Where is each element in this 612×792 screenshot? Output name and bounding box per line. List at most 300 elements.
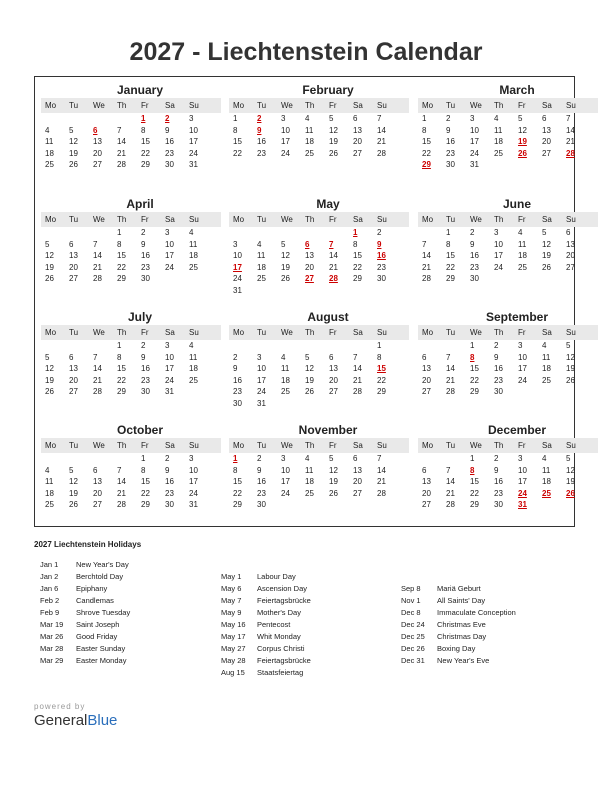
day-cell: 13 — [305, 251, 314, 260]
day-cell: 4 — [494, 114, 499, 123]
holiday-row — [40, 655, 130, 667]
empty-cell — [301, 340, 325, 352]
day-cell: 16 — [165, 137, 174, 146]
powered-by-text: powered by — [34, 702, 86, 711]
day-cell: 30 — [494, 500, 503, 509]
day-cell: 28 — [377, 488, 386, 498]
day-cell: 9 — [470, 239, 475, 249]
day-cell: 30 — [233, 398, 242, 408]
day-cell: 25 — [494, 148, 503, 158]
day-cell: 30 — [494, 387, 503, 396]
day-cell: 28 — [377, 148, 386, 158]
weekday-label: We — [470, 101, 482, 110]
day-cell: 27 — [353, 488, 362, 498]
day-cell: 5 — [329, 454, 334, 463]
month-name: September — [485, 310, 549, 324]
day-cell: 28 — [422, 274, 431, 283]
weekday-label: We — [93, 215, 105, 224]
day-cell: 27 — [329, 387, 338, 396]
day-cell: 15 — [117, 251, 126, 260]
day-cell: 13 — [69, 364, 78, 373]
day-cell: 18 — [45, 488, 54, 498]
day-cell: 15 — [233, 137, 242, 146]
calendar-frame — [34, 76, 575, 527]
day-cell: 3 — [165, 228, 170, 237]
day-cell: 8 — [141, 125, 146, 135]
holiday-name: Boxing Day — [437, 644, 476, 653]
day-cell: 22 — [117, 262, 126, 272]
day-cell: 4 — [305, 114, 310, 123]
holiday-row — [221, 643, 311, 655]
day-cell: 8 — [233, 465, 238, 475]
day-cell: 23 — [494, 488, 503, 498]
day-cell: 27 — [353, 148, 362, 158]
holiday-name: Pentecost — [257, 620, 291, 629]
day-cell: 29 — [141, 500, 150, 509]
day-cell: 25 — [257, 274, 266, 283]
empty-cell — [41, 453, 65, 465]
empty-cell — [89, 113, 113, 125]
day-cell: 5 — [566, 341, 571, 350]
day-cell: 29 — [141, 160, 150, 169]
day-cell: 6 — [329, 352, 334, 362]
day-cell: 14 — [422, 251, 431, 260]
holiday-row — [221, 583, 311, 595]
day-cell: 1 — [141, 114, 146, 123]
day-cell: 14 — [566, 125, 575, 135]
day-cell: 12 — [542, 239, 551, 249]
day-cell: 20 — [353, 137, 362, 146]
month-august — [229, 310, 409, 409]
month-november — [229, 423, 409, 511]
day-cell: 13 — [422, 364, 431, 373]
holiday-name: New Year's Eve — [437, 656, 490, 665]
holiday-date: Mar 29 — [40, 656, 64, 665]
month-april — [41, 197, 221, 285]
day-cell: 29 — [470, 500, 479, 509]
day-cell: 25 — [45, 160, 54, 169]
day-cell: 12 — [281, 251, 290, 260]
day-cell: 13 — [542, 125, 551, 135]
day-cell: 18 — [189, 364, 198, 373]
month-name: January — [116, 83, 164, 97]
day-cell: 28 — [566, 148, 575, 158]
day-cell: 1 — [353, 228, 358, 237]
day-cell: 20 — [422, 488, 431, 498]
day-cell: 18 — [281, 375, 290, 385]
day-cell: 18 — [45, 148, 54, 158]
day-cell: 2 — [470, 228, 475, 237]
weekday-label: Th — [494, 101, 504, 110]
day-cell: 9 — [233, 364, 238, 373]
empty-cell — [277, 340, 301, 352]
day-cell: 19 — [69, 488, 78, 498]
day-cell: 1 — [470, 454, 475, 463]
day-cell: 5 — [45, 239, 50, 249]
day-cell: 27 — [566, 262, 575, 272]
holiday-date: Mar 26 — [40, 632, 64, 641]
weekday-label: We — [281, 215, 293, 224]
day-cell: 26 — [518, 148, 527, 158]
day-cell: 19 — [566, 364, 575, 373]
day-cell: 10 — [165, 352, 174, 362]
day-cell: 21 — [117, 148, 126, 158]
day-cell: 11 — [542, 465, 551, 475]
day-cell: 27 — [542, 148, 551, 158]
day-cell: 6 — [566, 228, 571, 237]
day-cell: 9 — [165, 465, 170, 475]
day-cell: 16 — [494, 477, 503, 486]
day-cell: 23 — [141, 375, 150, 385]
day-cell: 7 — [377, 454, 382, 463]
weekday-label: We — [470, 441, 482, 450]
day-cell: 6 — [353, 454, 358, 463]
day-cell: 3 — [518, 341, 523, 350]
day-cell: 15 — [446, 251, 455, 260]
weekday-label: Th — [117, 328, 127, 337]
day-cell: 13 — [566, 239, 575, 249]
weekday-label: Mo — [45, 328, 57, 337]
weekday-label: Su — [566, 328, 576, 337]
day-cell: 18 — [542, 477, 551, 486]
weekday-label: Mo — [45, 101, 57, 110]
day-cell: 24 — [518, 488, 527, 498]
day-cell: 24 — [165, 375, 174, 385]
day-cell: 15 — [377, 364, 386, 373]
page-title: 2027 - Liechtenstein Calendar — [129, 38, 483, 66]
day-cell: 10 — [189, 125, 198, 135]
empty-cell — [41, 113, 65, 125]
day-cell: 1 — [377, 341, 382, 350]
day-cell: 4 — [281, 352, 286, 362]
day-cell: 21 — [422, 262, 431, 272]
empty-cell — [41, 340, 65, 352]
empty-cell — [418, 227, 442, 239]
day-cell: 11 — [305, 465, 314, 475]
weekday-label: Fr — [329, 215, 337, 224]
day-grid — [229, 453, 409, 511]
empty-cell — [277, 227, 301, 239]
weekday-label: Mo — [45, 441, 57, 450]
day-cell: 2 — [141, 228, 146, 237]
day-cell: 5 — [69, 125, 74, 135]
day-cell: 14 — [329, 251, 338, 260]
weekday-label: Sa — [165, 328, 175, 337]
weekday-label: Su — [377, 328, 387, 337]
day-cell: 10 — [518, 465, 527, 475]
day-cell: 11 — [189, 352, 198, 362]
weekday-header — [418, 212, 598, 227]
weekday-header — [41, 438, 221, 453]
weekday-label: Mo — [233, 441, 245, 450]
day-cell: 7 — [446, 352, 451, 362]
day-cell: 12 — [69, 137, 78, 146]
weekday-label: Th — [305, 101, 315, 110]
weekday-label: Sa — [165, 215, 175, 224]
weekday-label: Tu — [69, 215, 79, 224]
day-cell: 11 — [542, 352, 551, 362]
holiday-name: Saint Joseph — [76, 620, 120, 629]
day-cell: 6 — [305, 239, 310, 249]
day-cell: 1 — [117, 228, 122, 237]
day-cell: 14 — [117, 477, 126, 486]
day-cell: 3 — [494, 228, 499, 237]
day-cell: 13 — [353, 465, 362, 475]
day-cell: 23 — [165, 148, 174, 158]
day-cell: 30 — [165, 500, 174, 509]
day-grid — [41, 340, 221, 398]
day-cell: 17 — [518, 364, 527, 373]
day-cell: 8 — [377, 352, 382, 362]
day-cell: 14 — [446, 364, 455, 373]
day-cell: 2 — [165, 454, 170, 463]
weekday-label: Th — [305, 441, 315, 450]
day-cell: 6 — [542, 114, 547, 123]
day-cell: 5 — [45, 352, 50, 362]
day-cell: 9 — [446, 125, 451, 135]
day-cell: 25 — [305, 488, 314, 498]
day-cell: 9 — [494, 352, 499, 362]
weekday-label: Tu — [69, 441, 79, 450]
weekday-label: Sa — [353, 215, 363, 224]
day-cell: 20 — [93, 488, 102, 498]
empty-cell — [65, 227, 89, 239]
day-cell: 19 — [305, 375, 314, 385]
day-cell: 11 — [305, 125, 314, 135]
day-cell: 7 — [93, 352, 98, 362]
weekday-label: Fr — [141, 328, 149, 337]
weekday-label: Su — [189, 328, 199, 337]
day-cell: 21 — [353, 375, 362, 385]
day-cell: 13 — [422, 477, 431, 486]
weekday-label: We — [470, 328, 482, 337]
weekday-label: Fr — [141, 101, 149, 110]
day-cell: 7 — [329, 239, 334, 249]
weekday-label: Tu — [257, 101, 267, 110]
day-cell: 11 — [494, 125, 503, 135]
day-cell: 25 — [189, 375, 198, 385]
day-cell: 8 — [422, 125, 427, 135]
day-cell: 9 — [141, 352, 146, 362]
day-cell: 17 — [494, 251, 503, 260]
day-cell: 26 — [69, 160, 78, 169]
day-cell: 17 — [189, 137, 198, 146]
weekday-label: Tu — [446, 101, 456, 110]
empty-cell — [65, 453, 89, 465]
month-name: November — [298, 423, 358, 437]
day-cell: 24 — [189, 148, 198, 158]
holiday-date: Jan 1 — [40, 560, 59, 569]
day-cell: 18 — [189, 251, 198, 260]
empty-cell — [349, 340, 373, 352]
weekday-label: Mo — [233, 101, 245, 110]
day-cell: 6 — [69, 239, 74, 249]
day-grid — [229, 340, 409, 409]
holiday-name: Christmas Day — [437, 632, 487, 641]
holiday-row — [401, 619, 516, 631]
day-cell: 14 — [93, 364, 102, 373]
day-cell: 16 — [165, 477, 174, 486]
holiday-row — [221, 631, 311, 643]
day-cell: 15 — [470, 364, 479, 373]
day-cell: 11 — [45, 137, 54, 146]
weekday-label: Sa — [542, 101, 552, 110]
holiday-name: Staatsfeiertag — [257, 668, 304, 677]
holiday-row — [40, 559, 130, 571]
holiday-date: Dec 24 — [401, 620, 425, 629]
weekday-label: Sa — [542, 215, 552, 224]
day-cell: 20 — [353, 477, 362, 486]
day-cell: 21 — [446, 375, 455, 385]
weekday-label: Su — [189, 215, 199, 224]
day-cell: 5 — [69, 465, 74, 475]
month-june — [418, 197, 598, 285]
day-cell: 24 — [281, 148, 290, 158]
month-october — [41, 423, 221, 511]
day-cell: 23 — [446, 148, 455, 158]
day-cell: 17 — [518, 477, 527, 486]
day-cell: 25 — [45, 500, 54, 509]
empty-cell — [89, 227, 113, 239]
day-cell: 27 — [422, 500, 431, 509]
day-cell: 22 — [377, 375, 386, 385]
empty-cell — [418, 453, 442, 465]
weekday-label: Tu — [257, 328, 267, 337]
day-cell: 17 — [233, 262, 242, 272]
day-cell: 13 — [353, 125, 362, 135]
day-cell: 5 — [518, 114, 523, 123]
day-cell: 21 — [377, 137, 386, 146]
day-cell: 19 — [45, 375, 54, 385]
holiday-row — [40, 595, 130, 607]
weekday-label: We — [93, 441, 105, 450]
day-cell: 18 — [542, 364, 551, 373]
day-cell: 3 — [189, 454, 194, 463]
day-cell: 5 — [566, 454, 571, 463]
holiday-name: Good Friday — [76, 632, 118, 641]
holiday-name: Feiertagsbrücke — [257, 656, 311, 665]
weekday-label: Su — [377, 215, 387, 224]
day-cell: 22 — [422, 148, 431, 158]
weekday-label: Su — [377, 101, 387, 110]
empty-cell — [229, 340, 253, 352]
day-cell: 17 — [470, 137, 479, 146]
holiday-row — [401, 607, 516, 619]
day-cell: 19 — [69, 148, 78, 158]
weekday-label: We — [281, 441, 293, 450]
day-cell: 17 — [189, 477, 198, 486]
day-cell: 16 — [257, 137, 266, 146]
day-cell: 9 — [165, 125, 170, 135]
day-cell: 16 — [141, 251, 150, 260]
weekday-label: Sa — [165, 441, 175, 450]
weekday-header — [418, 98, 598, 113]
day-cell: 28 — [353, 387, 362, 396]
weekday-label: Fr — [141, 215, 149, 224]
day-cell: 10 — [470, 125, 479, 135]
day-cell: 6 — [353, 114, 358, 123]
day-cell: 14 — [117, 137, 126, 146]
day-cell: 2 — [446, 114, 451, 123]
day-cell: 16 — [494, 364, 503, 373]
holiday-date: May 16 — [221, 620, 246, 629]
day-cell: 25 — [542, 488, 551, 498]
weekday-label: Sa — [353, 101, 363, 110]
day-cell: 7 — [566, 114, 571, 123]
day-cell: 26 — [329, 148, 338, 158]
day-cell: 19 — [45, 262, 54, 272]
month-name: May — [316, 197, 340, 211]
day-cell: 24 — [494, 262, 503, 272]
weekday-label: Sa — [353, 441, 363, 450]
day-cell: 31 — [470, 160, 479, 169]
day-cell: 3 — [189, 114, 194, 123]
empty-cell — [89, 340, 113, 352]
holiday-column — [401, 583, 516, 667]
holiday-date: Aug 15 — [221, 668, 245, 677]
day-cell: 11 — [257, 251, 266, 260]
day-cell: 1 — [422, 114, 427, 123]
day-cell: 9 — [494, 465, 499, 475]
weekday-label: Su — [566, 441, 576, 450]
day-cell: 15 — [233, 477, 242, 486]
weekday-header — [229, 98, 409, 113]
day-cell: 6 — [422, 352, 427, 362]
day-cell: 7 — [446, 465, 451, 475]
day-cell: 6 — [69, 352, 74, 362]
day-cell: 10 — [165, 239, 174, 249]
day-cell: 14 — [377, 125, 386, 135]
holiday-name: Feiertagsbrücke — [257, 596, 311, 605]
weekday-label: Tu — [446, 328, 456, 337]
empty-cell — [442, 340, 466, 352]
day-grid — [41, 227, 221, 285]
day-cell: 22 — [233, 488, 242, 498]
weekday-label: Mo — [422, 215, 434, 224]
day-cell: 12 — [305, 364, 314, 373]
day-cell: 28 — [446, 387, 455, 396]
holiday-date: Dec 25 — [401, 632, 425, 641]
empty-cell — [253, 227, 277, 239]
holiday-name: Mariä Geburt — [437, 584, 481, 593]
day-cell: 10 — [494, 239, 503, 249]
month-name: December — [487, 423, 547, 437]
day-cell: 13 — [329, 364, 338, 373]
day-cell: 30 — [257, 500, 266, 509]
empty-cell — [325, 340, 349, 352]
day-cell: 24 — [189, 488, 198, 498]
day-cell: 8 — [233, 125, 238, 135]
day-cell: 22 — [470, 375, 479, 385]
holiday-date: Mar 19 — [40, 620, 64, 629]
day-cell: 8 — [470, 352, 475, 362]
holiday-date: May 7 — [221, 596, 242, 605]
empty-cell — [418, 340, 442, 352]
day-cell: 21 — [377, 477, 386, 486]
day-cell: 7 — [117, 465, 122, 475]
day-cell: 31 — [189, 160, 198, 169]
day-cell: 6 — [93, 465, 98, 475]
weekday-label: Th — [117, 441, 127, 450]
day-cell: 10 — [257, 364, 266, 373]
holiday-name: Shrove Tuesday — [76, 608, 131, 617]
brand-general: General — [34, 712, 88, 729]
day-cell: 23 — [141, 262, 150, 272]
day-cell: 11 — [189, 239, 198, 249]
day-cell: 23 — [233, 387, 242, 396]
day-cell: 22 — [233, 148, 242, 158]
day-cell: 20 — [69, 262, 78, 272]
